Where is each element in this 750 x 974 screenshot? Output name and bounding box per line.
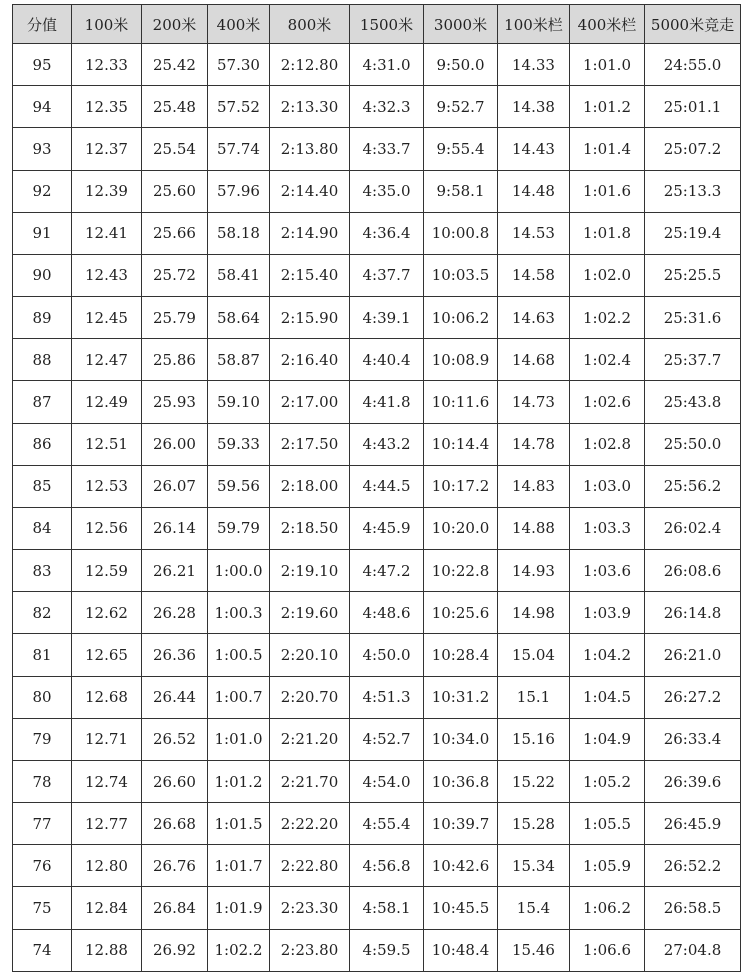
score-cell: 91 <box>13 212 72 254</box>
time-cell: 14.33 <box>498 44 570 86</box>
time-cell: 58.41 <box>208 254 270 296</box>
time-cell: 1:06.2 <box>570 887 645 929</box>
time-cell: 57.30 <box>208 44 270 86</box>
score-table <box>12 4 741 972</box>
time-cell: 15.16 <box>498 718 570 760</box>
time-cell: 2:16.40 <box>270 339 350 381</box>
time-cell: 2:22.20 <box>270 803 350 845</box>
table-row <box>13 803 741 845</box>
time-cell: 59.33 <box>208 423 270 465</box>
time-cell: 1:03.0 <box>570 465 645 507</box>
time-cell: 26:21.0 <box>645 634 741 676</box>
time-cell: 1:05.9 <box>570 845 645 887</box>
time-cell: 12.33 <box>72 44 142 86</box>
time-cell: 58.87 <box>208 339 270 381</box>
time-cell: 4:39.1 <box>350 297 424 339</box>
time-cell: 14.88 <box>498 507 570 549</box>
time-cell: 1:05.2 <box>570 760 645 802</box>
time-cell: 15.34 <box>498 845 570 887</box>
time-cell: 1:01.2 <box>570 86 645 128</box>
time-cell: 14.38 <box>498 86 570 128</box>
time-cell: 57.96 <box>208 170 270 212</box>
time-cell: 4:50.0 <box>350 634 424 676</box>
column-header: 分值 <box>13 5 72 44</box>
time-cell: 4:56.8 <box>350 845 424 887</box>
time-cell: 4:31.0 <box>350 44 424 86</box>
time-cell: 4:45.9 <box>350 507 424 549</box>
time-cell: 4:44.5 <box>350 465 424 507</box>
time-cell: 12.56 <box>72 507 142 549</box>
time-cell: 25:25.5 <box>645 254 741 296</box>
time-cell: 1:01.0 <box>570 44 645 86</box>
time-cell: 2:23.30 <box>270 887 350 929</box>
score-cell: 93 <box>13 128 72 170</box>
column-header: 800米 <box>270 5 350 44</box>
time-cell: 15.4 <box>498 887 570 929</box>
time-cell: 4:36.4 <box>350 212 424 254</box>
table-row <box>13 718 741 760</box>
score-cell: 80 <box>13 676 72 718</box>
time-cell: 4:59.5 <box>350 929 424 971</box>
time-cell: 1:01.2 <box>208 760 270 802</box>
time-cell: 4:33.7 <box>350 128 424 170</box>
time-cell: 2:21.70 <box>270 760 350 802</box>
time-cell: 12.53 <box>72 465 142 507</box>
time-cell: 26:08.6 <box>645 550 741 592</box>
time-cell: 10:34.0 <box>424 718 498 760</box>
time-cell: 10:03.5 <box>424 254 498 296</box>
time-cell: 25.60 <box>142 170 208 212</box>
table-row <box>13 929 741 971</box>
time-cell: 1:01.0 <box>208 718 270 760</box>
score-cell: 75 <box>13 887 72 929</box>
time-cell: 10:11.6 <box>424 381 498 423</box>
column-header: 5000米竞走 <box>645 5 741 44</box>
table-row <box>13 887 741 929</box>
table-row <box>13 128 741 170</box>
time-cell: 10:36.8 <box>424 760 498 802</box>
time-cell: 12.47 <box>72 339 142 381</box>
time-cell: 26:02.4 <box>645 507 741 549</box>
time-cell: 10:20.0 <box>424 507 498 549</box>
column-header: 3000米 <box>424 5 498 44</box>
time-cell: 12.65 <box>72 634 142 676</box>
time-cell: 25:01.1 <box>645 86 741 128</box>
time-cell: 2:13.80 <box>270 128 350 170</box>
time-cell: 12.49 <box>72 381 142 423</box>
time-cell: 4:52.7 <box>350 718 424 760</box>
time-cell: 1:01.6 <box>570 170 645 212</box>
time-cell: 10:08.9 <box>424 339 498 381</box>
time-cell: 1:04.9 <box>570 718 645 760</box>
table-row <box>13 86 741 128</box>
score-cell: 82 <box>13 592 72 634</box>
time-cell: 26.14 <box>142 507 208 549</box>
time-cell: 26.84 <box>142 887 208 929</box>
score-cell: 88 <box>13 339 72 381</box>
time-cell: 58.18 <box>208 212 270 254</box>
time-cell: 1:04.5 <box>570 676 645 718</box>
time-cell: 14.63 <box>498 297 570 339</box>
time-cell: 26.21 <box>142 550 208 592</box>
time-cell: 25:56.2 <box>645 465 741 507</box>
time-cell: 12.62 <box>72 592 142 634</box>
time-cell: 1:02.6 <box>570 381 645 423</box>
time-cell: 14.83 <box>498 465 570 507</box>
table-header <box>13 5 741 44</box>
time-cell: 14.43 <box>498 128 570 170</box>
time-cell: 4:55.4 <box>350 803 424 845</box>
time-cell: 15.22 <box>498 760 570 802</box>
time-cell: 10:42.6 <box>424 845 498 887</box>
score-cell: 83 <box>13 550 72 592</box>
time-cell: 1:02.8 <box>570 423 645 465</box>
time-cell: 27:04.8 <box>645 929 741 971</box>
time-cell: 1:02.0 <box>570 254 645 296</box>
time-cell: 12.35 <box>72 86 142 128</box>
score-cell: 85 <box>13 465 72 507</box>
time-cell: 1:01.7 <box>208 845 270 887</box>
score-cell: 94 <box>13 86 72 128</box>
time-cell: 12.80 <box>72 845 142 887</box>
time-cell: 15.1 <box>498 676 570 718</box>
table-body <box>13 44 741 972</box>
time-cell: 2:19.60 <box>270 592 350 634</box>
table-row <box>13 339 741 381</box>
time-cell: 2:14.40 <box>270 170 350 212</box>
time-cell: 2:20.70 <box>270 676 350 718</box>
time-cell: 25:19.4 <box>645 212 741 254</box>
time-cell: 4:58.1 <box>350 887 424 929</box>
time-cell: 12.41 <box>72 212 142 254</box>
time-cell: 59.79 <box>208 507 270 549</box>
time-cell: 9:58.1 <box>424 170 498 212</box>
time-cell: 10:25.6 <box>424 592 498 634</box>
time-cell: 25.54 <box>142 128 208 170</box>
time-cell: 26.92 <box>142 929 208 971</box>
time-cell: 26:33.4 <box>645 718 741 760</box>
time-cell: 10:00.8 <box>424 212 498 254</box>
time-cell: 2:18.00 <box>270 465 350 507</box>
time-cell: 25.79 <box>142 297 208 339</box>
time-cell: 2:13.30 <box>270 86 350 128</box>
time-cell: 26.28 <box>142 592 208 634</box>
time-cell: 4:43.2 <box>350 423 424 465</box>
time-cell: 25.86 <box>142 339 208 381</box>
time-cell: 1:02.4 <box>570 339 645 381</box>
time-cell: 12.39 <box>72 170 142 212</box>
time-cell: 2:18.50 <box>270 507 350 549</box>
table-row <box>13 297 741 339</box>
time-cell: 2:17.50 <box>270 423 350 465</box>
score-cell: 92 <box>13 170 72 212</box>
time-cell: 12.37 <box>72 128 142 170</box>
column-header: 400米 <box>208 5 270 44</box>
time-cell: 1:00.0 <box>208 550 270 592</box>
time-cell: 12.59 <box>72 550 142 592</box>
score-cell: 95 <box>13 44 72 86</box>
time-cell: 25.72 <box>142 254 208 296</box>
time-cell: 25:13.3 <box>645 170 741 212</box>
time-cell: 15.04 <box>498 634 570 676</box>
time-cell: 2:20.10 <box>270 634 350 676</box>
time-cell: 10:31.2 <box>424 676 498 718</box>
table-row <box>13 550 741 592</box>
time-cell: 12.45 <box>72 297 142 339</box>
time-cell: 4:41.8 <box>350 381 424 423</box>
time-cell: 2:19.10 <box>270 550 350 592</box>
time-cell: 10:39.7 <box>424 803 498 845</box>
time-cell: 25:07.2 <box>645 128 741 170</box>
time-cell: 26.07 <box>142 465 208 507</box>
table-row <box>13 44 741 86</box>
time-cell: 26:45.9 <box>645 803 741 845</box>
time-cell: 15.46 <box>498 929 570 971</box>
time-cell: 26:58.5 <box>645 887 741 929</box>
time-cell: 1:01.4 <box>570 128 645 170</box>
score-cell: 79 <box>13 718 72 760</box>
time-cell: 2:15.40 <box>270 254 350 296</box>
time-cell: 10:48.4 <box>424 929 498 971</box>
time-cell: 25.42 <box>142 44 208 86</box>
time-cell: 25:50.0 <box>645 423 741 465</box>
time-cell: 12.74 <box>72 760 142 802</box>
time-cell: 25.66 <box>142 212 208 254</box>
time-cell: 59.10 <box>208 381 270 423</box>
time-cell: 26.00 <box>142 423 208 465</box>
table-row <box>13 423 741 465</box>
table-row <box>13 254 741 296</box>
time-cell: 1:01.5 <box>208 803 270 845</box>
time-cell: 26.76 <box>142 845 208 887</box>
column-header: 100米栏 <box>498 5 570 44</box>
score-cell: 78 <box>13 760 72 802</box>
time-cell: 1:00.3 <box>208 592 270 634</box>
time-cell: 1:01.9 <box>208 887 270 929</box>
time-cell: 2:14.90 <box>270 212 350 254</box>
time-cell: 26:27.2 <box>645 676 741 718</box>
time-cell: 1:00.7 <box>208 676 270 718</box>
time-cell: 1:02.2 <box>208 929 270 971</box>
time-cell: 25:43.8 <box>645 381 741 423</box>
time-cell: 1:01.8 <box>570 212 645 254</box>
time-cell: 14.48 <box>498 170 570 212</box>
time-cell: 12.88 <box>72 929 142 971</box>
time-cell: 14.78 <box>498 423 570 465</box>
score-cell: 77 <box>13 803 72 845</box>
score-cell: 74 <box>13 929 72 971</box>
time-cell: 25.48 <box>142 86 208 128</box>
time-cell: 57.74 <box>208 128 270 170</box>
score-cell: 76 <box>13 845 72 887</box>
time-cell: 4:32.3 <box>350 86 424 128</box>
score-cell: 86 <box>13 423 72 465</box>
score-cell: 84 <box>13 507 72 549</box>
time-cell: 1:03.6 <box>570 550 645 592</box>
time-cell: 4:40.4 <box>350 339 424 381</box>
time-cell: 4:37.7 <box>350 254 424 296</box>
time-cell: 26.68 <box>142 803 208 845</box>
time-cell: 14.73 <box>498 381 570 423</box>
time-cell: 12.68 <box>72 676 142 718</box>
score-cell: 90 <box>13 254 72 296</box>
time-cell: 26.44 <box>142 676 208 718</box>
time-cell: 10:06.2 <box>424 297 498 339</box>
time-cell: 10:28.4 <box>424 634 498 676</box>
time-cell: 9:50.0 <box>424 44 498 86</box>
time-cell: 14.93 <box>498 550 570 592</box>
column-header: 400米栏 <box>570 5 645 44</box>
time-cell: 12.43 <box>72 254 142 296</box>
time-cell: 12.51 <box>72 423 142 465</box>
time-cell: 10:45.5 <box>424 887 498 929</box>
time-cell: 26:14.8 <box>645 592 741 634</box>
table-row <box>13 507 741 549</box>
column-header: 200米 <box>142 5 208 44</box>
time-cell: 2:15.90 <box>270 297 350 339</box>
column-header: 100米 <box>72 5 142 44</box>
time-cell: 14.53 <box>498 212 570 254</box>
time-cell: 1:06.6 <box>570 929 645 971</box>
table-row <box>13 170 741 212</box>
time-cell: 2:21.20 <box>270 718 350 760</box>
time-cell: 10:17.2 <box>424 465 498 507</box>
score-cell: 89 <box>13 297 72 339</box>
table-row <box>13 676 741 718</box>
table-row <box>13 592 741 634</box>
table-row <box>13 212 741 254</box>
time-cell: 1:03.9 <box>570 592 645 634</box>
time-cell: 10:22.8 <box>424 550 498 592</box>
time-cell: 25.93 <box>142 381 208 423</box>
time-cell: 9:52.7 <box>424 86 498 128</box>
table-row <box>13 634 741 676</box>
time-cell: 25:37.7 <box>645 339 741 381</box>
table-row <box>13 845 741 887</box>
time-cell: 12.77 <box>72 803 142 845</box>
time-cell: 4:54.0 <box>350 760 424 802</box>
time-cell: 1:05.5 <box>570 803 645 845</box>
table-row <box>13 760 741 802</box>
time-cell: 4:51.3 <box>350 676 424 718</box>
time-cell: 24:55.0 <box>645 44 741 86</box>
time-cell: 1:02.2 <box>570 297 645 339</box>
time-cell: 26.52 <box>142 718 208 760</box>
score-cell: 81 <box>13 634 72 676</box>
time-cell: 26:39.6 <box>645 760 741 802</box>
time-cell: 25:31.6 <box>645 297 741 339</box>
time-cell: 1:04.2 <box>570 634 645 676</box>
time-cell: 12.84 <box>72 887 142 929</box>
time-cell: 15.28 <box>498 803 570 845</box>
time-cell: 59.56 <box>208 465 270 507</box>
time-cell: 1:03.3 <box>570 507 645 549</box>
time-cell: 2:17.00 <box>270 381 350 423</box>
time-cell: 1:00.5 <box>208 634 270 676</box>
time-cell: 14.68 <box>498 339 570 381</box>
time-cell: 10:14.4 <box>424 423 498 465</box>
time-cell: 58.64 <box>208 297 270 339</box>
time-cell: 2:23.80 <box>270 929 350 971</box>
column-header: 1500米 <box>350 5 424 44</box>
time-cell: 26:52.2 <box>645 845 741 887</box>
time-cell: 2:12.80 <box>270 44 350 86</box>
time-cell: 2:22.80 <box>270 845 350 887</box>
table-row <box>13 465 741 507</box>
time-cell: 4:35.0 <box>350 170 424 212</box>
time-cell: 9:55.4 <box>424 128 498 170</box>
time-cell: 26.60 <box>142 760 208 802</box>
time-cell: 14.98 <box>498 592 570 634</box>
time-cell: 12.71 <box>72 718 142 760</box>
table-row <box>13 381 741 423</box>
time-cell: 4:48.6 <box>350 592 424 634</box>
time-cell: 4:47.2 <box>350 550 424 592</box>
time-cell: 57.52 <box>208 86 270 128</box>
header-row <box>13 5 741 44</box>
time-cell: 26.36 <box>142 634 208 676</box>
time-cell: 14.58 <box>498 254 570 296</box>
score-cell: 87 <box>13 381 72 423</box>
